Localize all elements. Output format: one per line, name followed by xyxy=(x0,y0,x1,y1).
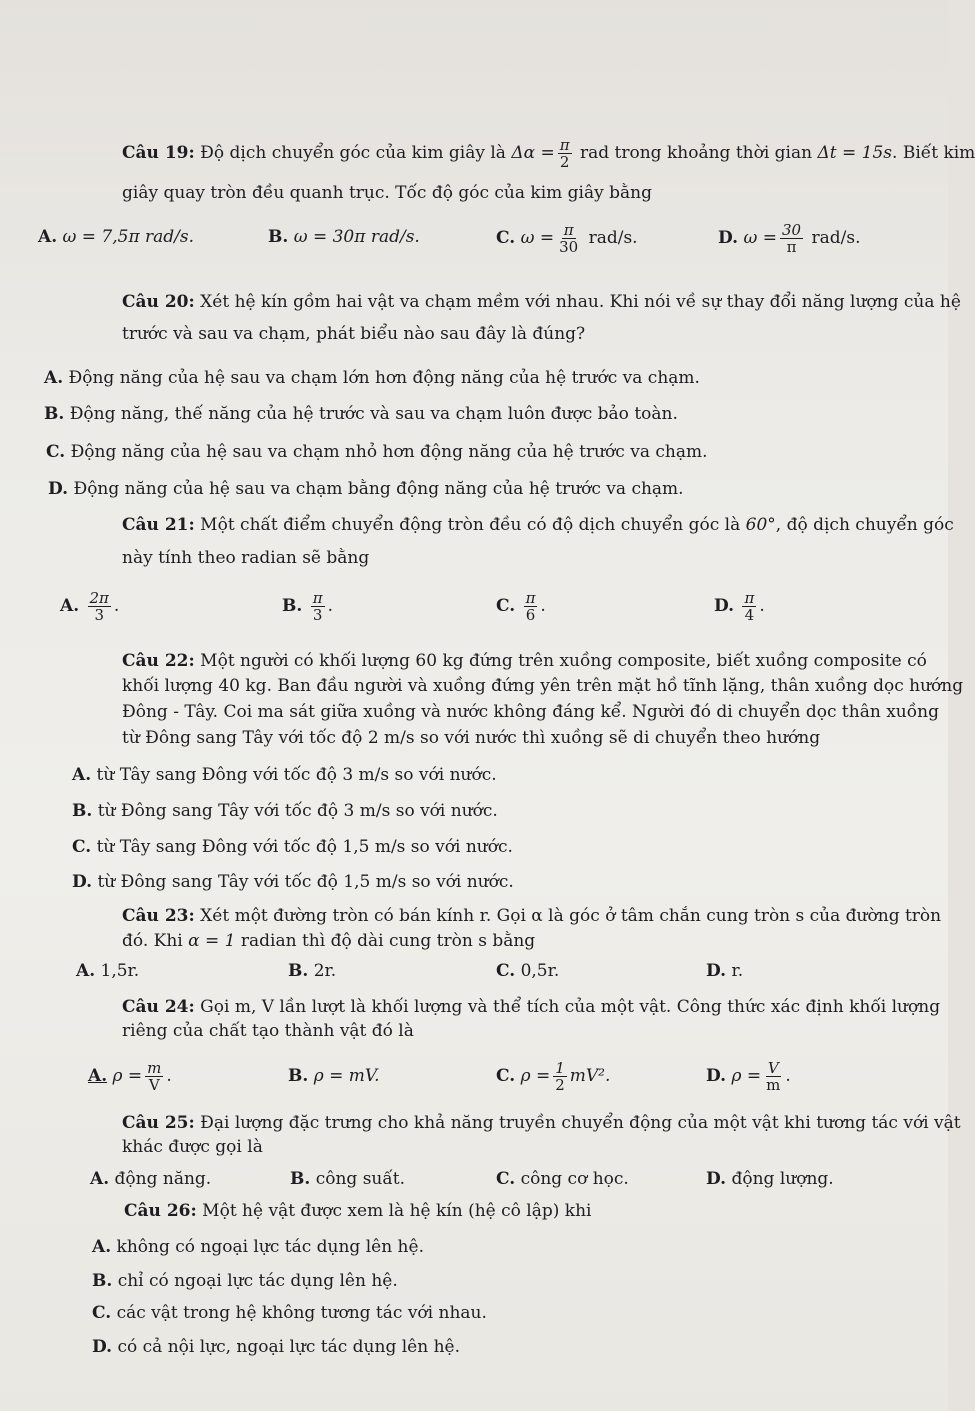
q23-b-text: 2r. xyxy=(313,961,337,981)
q24-c-rho: ρ = xyxy=(520,1066,551,1086)
q19-title: Câu 19: xyxy=(122,143,195,163)
q19-d-omega: ω = xyxy=(743,228,777,248)
q19-a-label: A. xyxy=(38,227,58,247)
q21-d-fraction xyxy=(742,590,756,623)
q20-title: Câu 20: xyxy=(122,292,195,312)
q19-d-den: π xyxy=(786,238,797,256)
q20-d-label: D. xyxy=(48,479,69,499)
q19-c-num: π xyxy=(563,221,574,239)
q21-line1 xyxy=(122,514,954,536)
q24-c-den: 2 xyxy=(555,1076,565,1094)
q22-title: Câu 22: xyxy=(122,651,195,671)
q25-line2: khác được gọi là xyxy=(122,1137,263,1157)
q24-c-rest: mV². xyxy=(569,1066,611,1086)
q23-a-label: A. xyxy=(76,961,96,981)
q19-text1b: rad trong khoảng thời gian xyxy=(579,143,813,163)
q25-b-label: B. xyxy=(290,1169,311,1189)
q21-line2: này tính theo radian sẽ bằng xyxy=(122,548,370,568)
q23-option-b[interactable] xyxy=(288,960,336,982)
q24-title: Câu 24: xyxy=(122,997,195,1017)
q21-d-num: π xyxy=(744,589,755,607)
q23-line1 xyxy=(122,905,941,927)
q24-d-num: V xyxy=(767,1059,779,1077)
q26-b-label: B. xyxy=(92,1271,113,1291)
q22-line2: khối lượng 40 kg. Ban đầu người và xuồng đứng yên trên mặt hồ tĩnh lặng, thân xuồng dọc hướng xyxy=(122,676,964,696)
q21-option-b[interactable] xyxy=(282,590,333,623)
q22-line3: Đông - Tây. Coi ma sát giữa xuồng và nước không đáng kể. Người đó di chuyển dọc thân xuồng xyxy=(122,702,939,722)
q21-c-den: 6 xyxy=(525,606,536,624)
q21-d-dot: . xyxy=(759,596,765,616)
q21-b-dot: . xyxy=(327,596,333,616)
q23-text1: Xét một đường tròn có bán kính r. Gọi α là góc ở tâm chắn cung tròn s của đường tròn xyxy=(200,906,942,926)
q19-c-omega: ω = xyxy=(520,228,555,248)
q25-option-c[interactable] xyxy=(496,1168,629,1190)
q19-c-fraction xyxy=(557,222,580,255)
q22-c-label: C. xyxy=(72,837,92,857)
q24-a-rho: ρ = xyxy=(112,1066,143,1086)
q23-c-text: 0,5r. xyxy=(520,961,560,981)
q26-d-label: D. xyxy=(92,1337,113,1357)
q20-option-c[interactable] xyxy=(46,441,707,463)
q24-c-num: 1 xyxy=(555,1059,565,1077)
q25-c-text: công cơ học. xyxy=(520,1169,629,1189)
q22-a-text: từ Tây sang Đông với tốc độ 3 m/s so với nước. xyxy=(96,765,497,785)
q21-text1b: , độ dịch chuyển góc xyxy=(775,515,954,535)
q26-a-label: A. xyxy=(92,1237,112,1257)
q21-b-num: π xyxy=(312,589,323,607)
q21-d-den: 4 xyxy=(744,606,755,624)
q20-option-d[interactable] xyxy=(48,478,684,500)
q24-line1 xyxy=(122,996,940,1018)
q25-text1: Đại lượng đặc trưng cho khả năng truyền chuyển động của một vật khi tương tác với vật xyxy=(200,1113,961,1133)
q19-text1c: . Biết kim xyxy=(892,143,975,163)
q23-text2b: radian thì độ dài cung tròn s bằng xyxy=(240,931,536,951)
q22-option-d[interactable] xyxy=(72,871,514,893)
q22-a-label: A. xyxy=(72,765,92,785)
q24-option-b[interactable] xyxy=(288,1065,380,1087)
q26-text1: Một hệ vật được xem là hệ kín (hệ cô lập) khi xyxy=(202,1201,592,1221)
q24-option-a[interactable] xyxy=(88,1060,172,1093)
q19-delta-alpha: Δα = xyxy=(511,143,555,163)
q21-a-den: 3 xyxy=(94,606,104,624)
q25-option-d[interactable] xyxy=(706,1168,834,1190)
q19-option-d[interactable] xyxy=(718,222,860,255)
q21-c-fraction xyxy=(524,590,538,623)
q20-line1 xyxy=(122,291,961,313)
q19-d-label: D. xyxy=(718,228,739,248)
q25-option-b[interactable] xyxy=(290,1168,405,1190)
q25-a-label: A. xyxy=(90,1169,110,1189)
q23-option-d[interactable] xyxy=(706,960,743,982)
q20-option-b[interactable] xyxy=(44,403,678,425)
q23-d-label: D. xyxy=(706,961,727,981)
q21-b-fraction xyxy=(311,590,325,623)
q21-a-dot: . xyxy=(113,596,120,616)
q20-b-text: Động năng, thế năng của hệ trước và sau va chạm luôn được bảo toàn. xyxy=(69,404,678,424)
q20-line2: trước và sau va chạm, phát biểu nào sau đây là đúng? xyxy=(122,324,586,344)
q25-line1 xyxy=(122,1112,961,1134)
q23-option-a[interactable] xyxy=(76,960,139,982)
q19-option-b[interactable] xyxy=(268,226,420,248)
q24-text1: Gọi m, V lần lượt là khối lượng và thể tích của một vật. Công thức xác định khối lượng xyxy=(200,997,941,1017)
q20-c-label: C. xyxy=(46,442,66,462)
q24-b-text: ρ = mV. xyxy=(313,1066,380,1086)
q21-angle: 60° xyxy=(745,515,776,535)
q25-b-text: công suất. xyxy=(315,1169,406,1189)
q22-option-b[interactable] xyxy=(72,800,498,822)
q23-c-label: C. xyxy=(496,961,516,981)
q19-b-text: ω = 30π rad/s. xyxy=(293,227,420,247)
q24-d-den: m xyxy=(766,1076,781,1094)
q19-b-label: B. xyxy=(268,227,289,247)
q25-d-label: D. xyxy=(706,1169,727,1189)
q23-b-label: B. xyxy=(288,961,309,981)
q19-line2: giây quay tròn đều quanh trục. Tốc độ góc của kim giây bằng xyxy=(122,183,652,203)
q23-alpha-eq: α = 1 xyxy=(188,931,236,951)
q26-c-label: C. xyxy=(92,1303,112,1323)
q24-d-fraction xyxy=(764,1060,782,1093)
q19-dt: Δt = 15s xyxy=(817,143,893,163)
q23-option-c[interactable] xyxy=(496,960,559,982)
q19-option-a[interactable] xyxy=(38,226,194,248)
q24-a-fraction xyxy=(145,1060,163,1093)
q19-line1 xyxy=(122,137,975,170)
q19-d-unit: rad/s. xyxy=(811,228,861,248)
q25-a-text: động năng. xyxy=(114,1169,212,1189)
q21-title: Câu 21: xyxy=(122,515,195,535)
q26-b-text: chỉ có ngoại lực tác dụng lên hệ. xyxy=(117,1271,398,1291)
q23-title: Câu 23: xyxy=(122,906,195,926)
q21-option-d[interactable] xyxy=(714,590,765,623)
q19-frac-den: 2 xyxy=(559,153,570,171)
q21-b-label: B. xyxy=(282,596,303,616)
q25-option-a[interactable] xyxy=(90,1168,211,1190)
q19-a-text: ω = 7,5π rad/s. xyxy=(62,227,195,247)
q26-title: Câu 26: xyxy=(124,1201,197,1221)
q22-line4: từ Đông sang Tây với tốc độ 2 m/s so với nước thì xuồng sẽ di chuyển theo hướng xyxy=(122,728,821,748)
q19-frac-num: π xyxy=(559,136,570,154)
q19-c-den: 30 xyxy=(559,238,579,256)
q19-text1a: Độ dịch chuyển góc của kim giây là xyxy=(200,143,506,163)
q20-a-label: A. xyxy=(44,368,64,388)
q22-d-text: từ Đông sang Tây với tốc độ 1,5 m/s so với nước. xyxy=(97,872,514,892)
q19-fraction xyxy=(558,137,572,170)
q26-c-text: các vật trong hệ không tương tác với nhau. xyxy=(116,1303,487,1323)
q20-d-text: Động năng của hệ sau va chạm bằng động năng của hệ trước va chạm. xyxy=(73,479,684,499)
q24-d-dot: . xyxy=(785,1066,791,1086)
q20-c-text: Động năng của hệ sau va chạm nhỏ hơn động năng của hệ trước va chạm. xyxy=(70,442,708,462)
q24-c-label: C. xyxy=(496,1066,516,1086)
q20-option-a[interactable] xyxy=(44,367,700,389)
q21-b-den: 3 xyxy=(312,606,323,624)
q24-a-label: A. xyxy=(88,1066,108,1086)
q19-d-num: 30 xyxy=(781,221,802,239)
q24-b-label: B. xyxy=(288,1066,309,1086)
q24-d-rho: ρ = xyxy=(731,1066,762,1086)
q22-b-label: B. xyxy=(72,801,93,821)
q20-text1: Xét hệ kín gồm hai vật va chạm mềm với nhau. Khi nói về sự thay đổi năng lượng của hệ xyxy=(200,292,961,312)
q21-d-label: D. xyxy=(714,596,735,616)
q21-option-a[interactable] xyxy=(60,590,119,623)
q20-b-label: B. xyxy=(44,404,65,424)
q24-option-d[interactable] xyxy=(706,1060,791,1093)
q26-line1 xyxy=(124,1200,591,1222)
q19-c-unit: rad/s. xyxy=(588,228,638,248)
q24-d-label: D. xyxy=(706,1066,727,1086)
q26-a-text: không có ngoại lực tác dụng lên hệ. xyxy=(116,1237,424,1257)
q24-a-den: V xyxy=(148,1076,160,1094)
q26-d-text: có cả nội lực, ngoại lực tác dụng lên hệ. xyxy=(117,1337,461,1357)
q26-option-d[interactable] xyxy=(92,1336,460,1358)
q23-text2a: đó. Khi xyxy=(122,931,183,951)
q25-c-label: C. xyxy=(496,1169,516,1189)
q24-a-num: m xyxy=(147,1059,162,1077)
q26-option-a[interactable] xyxy=(92,1236,424,1258)
q22-line1 xyxy=(122,650,927,672)
q23-line2 xyxy=(122,930,535,952)
q24-c-fraction xyxy=(553,1060,567,1093)
q19-c-label: C. xyxy=(496,228,516,248)
q21-a-num: 2π xyxy=(89,589,109,607)
q24-option-c[interactable] xyxy=(496,1060,610,1093)
q21-c-label: C. xyxy=(496,596,516,616)
q22-d-label: D. xyxy=(72,872,93,892)
q21-text1a: Một chất điểm chuyển động tròn đều có độ dịch chuyển góc là xyxy=(200,515,741,535)
q19-option-c[interactable] xyxy=(496,222,638,255)
q25-title: Câu 25: xyxy=(122,1113,195,1133)
q22-text1: Một người có khối lượng 60 kg đứng trên xuồng composite, biết xuồng composite có xyxy=(200,651,927,671)
q22-b-text: từ Đông sang Tây với tốc độ 3 m/s so với nước. xyxy=(97,801,498,821)
q22-option-a[interactable] xyxy=(72,764,497,786)
q23-a-text: 1,5r. xyxy=(100,961,140,981)
q26-option-b[interactable] xyxy=(92,1270,398,1292)
q21-a-label: A. xyxy=(60,596,80,616)
q21-option-c[interactable] xyxy=(496,590,546,623)
q22-c-text: từ Tây sang Đông với tốc độ 1,5 m/s so với nước. xyxy=(96,837,513,857)
q21-a-fraction xyxy=(88,590,111,623)
q21-c-dot: . xyxy=(540,596,546,616)
q24-a-dot: . xyxy=(166,1066,172,1086)
q26-option-c[interactable] xyxy=(92,1302,487,1324)
q25-d-text: động lượng. xyxy=(731,1169,834,1189)
q23-d-text: r. xyxy=(731,961,744,981)
q19-d-fraction xyxy=(780,222,803,255)
q21-c-num: π xyxy=(525,589,536,607)
q24-line2: riêng của chất tạo thành vật đó là xyxy=(122,1021,414,1041)
q22-option-c[interactable] xyxy=(72,836,513,858)
q20-a-text: Động năng của hệ sau va chạm lớn hơn động năng của hệ trước va chạm. xyxy=(68,368,700,388)
